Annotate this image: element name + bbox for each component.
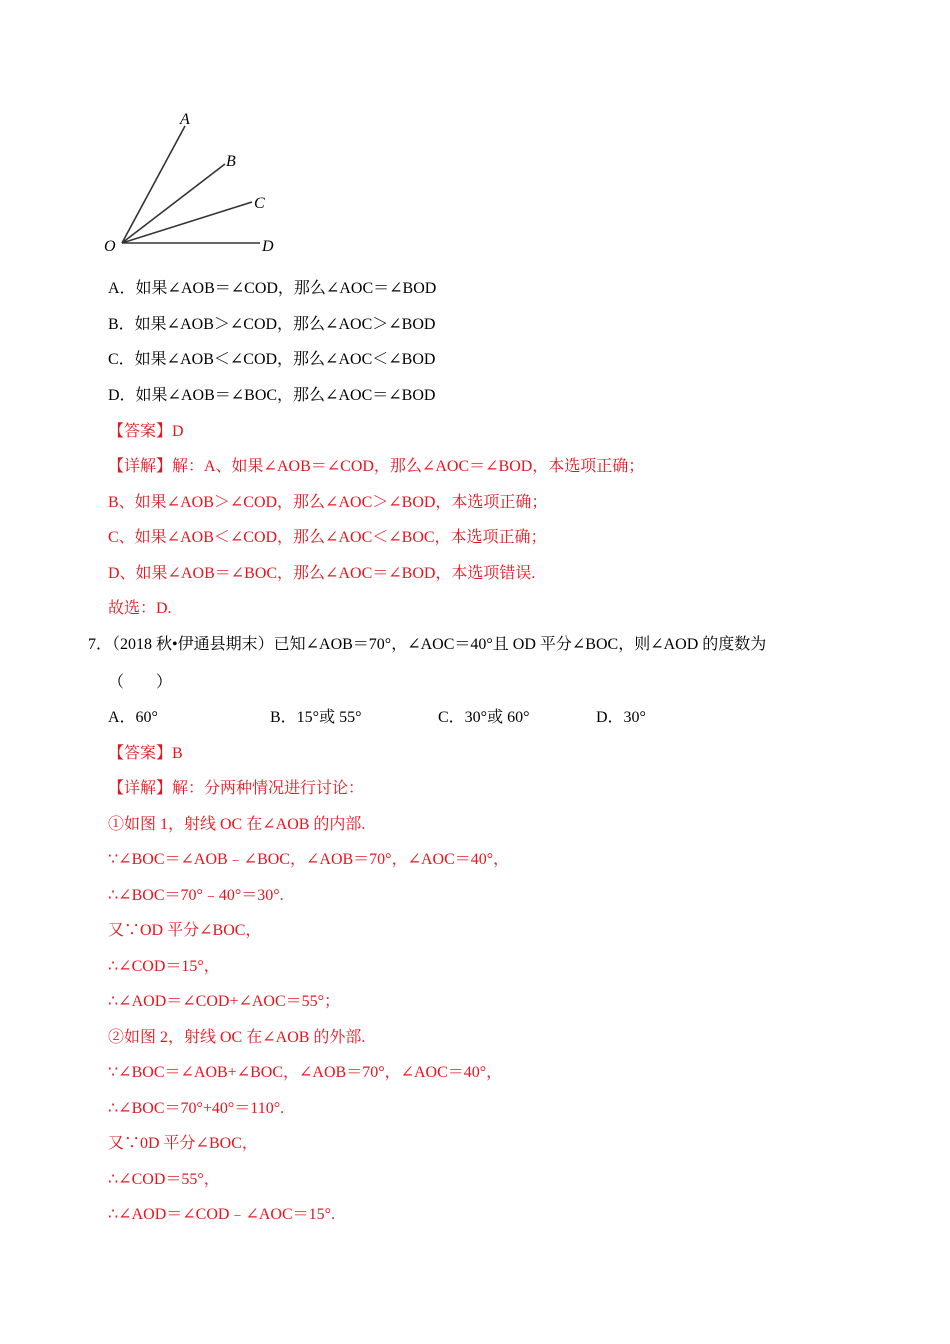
q7-option-a: A．60°: [108, 709, 158, 726]
label-a: A: [180, 111, 190, 128]
q7-detail-line: ∴∠BOC＝70°﹣40°＝30°.: [108, 887, 284, 904]
q7-detail-line: ∴∠BOC＝70°+40°＝110°.: [108, 1100, 285, 1117]
q6-option-b: B．如果∠AOB＞∠COD，那么∠AOC＞∠BOD: [108, 316, 436, 333]
q7-stem: 7．（2018 秋•伊通县期末）已知∠AOB＝70°，∠AOC＝40°且 OD 平分∠BOC，则∠AOD 的度数为: [88, 636, 767, 653]
q6-detail-line: 故选：D.: [108, 600, 172, 617]
q7-option-d: D．30°: [596, 709, 646, 726]
q7-detail-line: 又∵0D 平分∠BOC，: [108, 1135, 258, 1152]
label-d: D: [262, 238, 274, 255]
q6-detail-line: 【详解】解：A、如果∠AOB＝∠COD，那么∠AOC＝∠BOD，本选项正确；: [108, 458, 645, 475]
q7-option-b: B．15°或 55°: [270, 709, 362, 726]
q7-paren: （ ）: [108, 674, 173, 691]
q7-detail-line: ∴∠AOD＝∠COD+∠AOC＝55°；: [108, 993, 341, 1010]
q6-detail-line: C、如果∠AOB＜∠COD，那么∠AOC＜∠BOC，本选项正确；: [108, 529, 547, 546]
q7-detail-line: ∴∠COD＝15°，: [108, 958, 220, 975]
angle-figure: [100, 108, 290, 258]
q7-option-c: C．30°或 60°: [438, 709, 530, 726]
label-c: C: [254, 195, 265, 212]
q7-detail-line: ①如图 1，射线 OC 在∠AOB 的内部.: [108, 816, 366, 833]
q7-detail-line: ∴∠COD＝55°，: [108, 1171, 220, 1188]
q7-detail-line: 又∵OD 平分∠BOC，: [108, 922, 262, 939]
q7-detail-line: 【详解】解：分两种情况进行讨论：: [108, 780, 365, 797]
q6-option-d: D．如果∠AOB＝∠BOC，那么∠AOC＝∠BOD: [108, 387, 436, 404]
q6-option-c: C．如果∠AOB＜∠COD，那么∠AOC＜∠BOD: [108, 351, 436, 368]
q7-detail-line: ∴∠AOD＝∠COD﹣∠AOC＝15°.: [108, 1206, 336, 1223]
label-b: B: [226, 153, 236, 170]
ray-ob: [122, 164, 225, 243]
q6-detail-line: B、如果∠AOB＞∠COD，那么∠AOC＞∠BOD，本选项正确；: [108, 494, 548, 511]
q6-detail-line: D、如果∠AOB＝∠BOC，那么∠AOC＝∠BOD，本选项错误.: [108, 565, 536, 582]
q7-detail-line: ∵∠BOC＝∠AOB+∠BOC，∠AOB＝70°，∠AOC＝40°，: [108, 1064, 503, 1081]
q6-answer: 【答案】D: [108, 423, 184, 440]
q7-detail-line: ∵∠BOC＝∠AOB﹣∠BOC，∠AOB＝70°，∠AOC＝40°，: [108, 851, 510, 868]
q7-detail-line: ②如图 2，射线 OC 在∠AOB 的外部.: [108, 1029, 366, 1046]
q6-option-a: A．如果∠AOB＝∠COD，那么∠AOC＝∠BOD: [108, 280, 437, 297]
label-o: O: [104, 238, 116, 255]
q7-answer: 【答案】B: [108, 745, 183, 762]
